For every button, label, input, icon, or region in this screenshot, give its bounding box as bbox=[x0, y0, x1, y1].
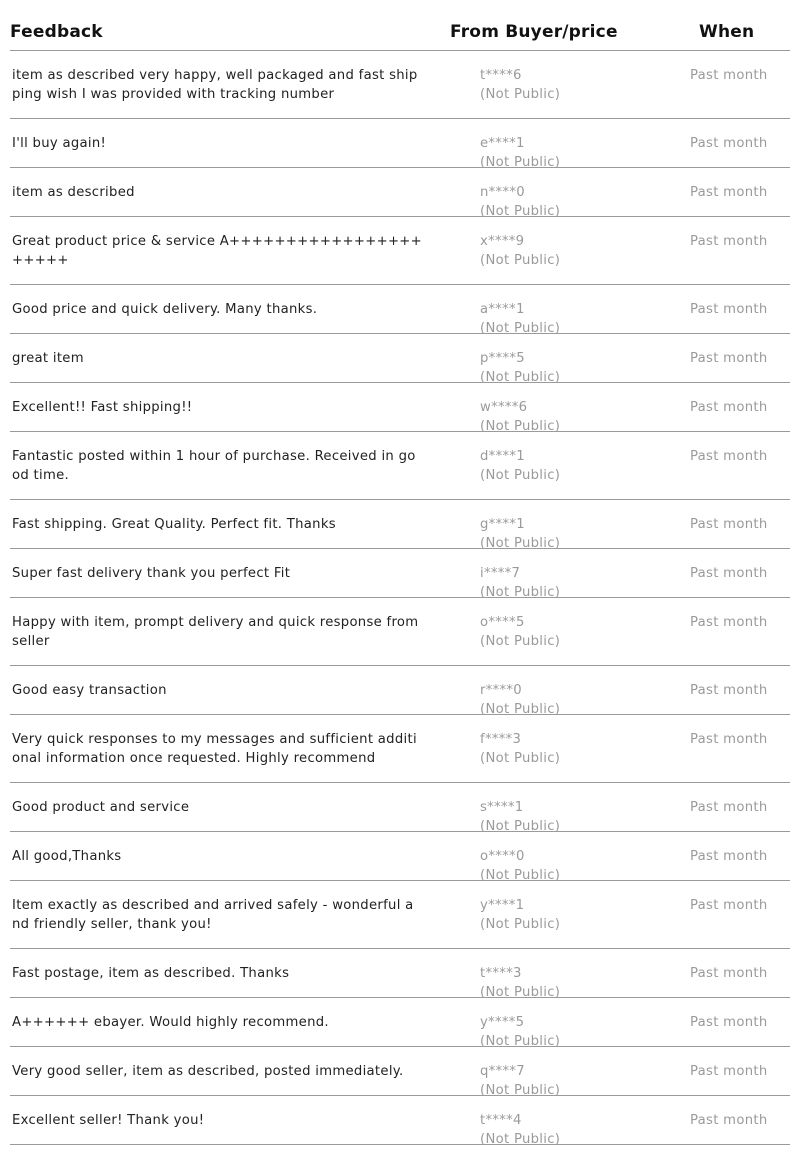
feedback-text: Good easy transaction bbox=[12, 683, 167, 698]
table-row bbox=[10, 666, 790, 715]
table-row bbox=[10, 383, 790, 432]
feedback-date: Past month bbox=[690, 400, 768, 415]
table-row bbox=[10, 998, 790, 1047]
table-row bbox=[10, 715, 790, 783]
buyer-id: w****6 bbox=[480, 400, 528, 415]
buyer-cell bbox=[480, 349, 600, 387]
buyer-privacy-note: (Not Public) bbox=[480, 419, 561, 434]
table-row bbox=[10, 168, 790, 217]
feedback-date: Past month bbox=[690, 136, 768, 151]
buyer-cell bbox=[480, 183, 600, 221]
buyer-id: q****7 bbox=[480, 1064, 525, 1079]
buyer-privacy-note: (Not Public) bbox=[480, 868, 561, 883]
buyer-id: t****4 bbox=[480, 1113, 522, 1128]
buyer-cell bbox=[480, 730, 600, 768]
table-row bbox=[10, 949, 790, 998]
buyer-cell bbox=[480, 681, 600, 719]
feedback-text: Fast shipping. Great Quality. Perfect fit. Thanks bbox=[12, 517, 336, 532]
feedback-text: I'll buy again! bbox=[12, 136, 107, 151]
feedback-date: Past month bbox=[690, 68, 768, 83]
buyer-cell bbox=[480, 134, 600, 172]
table-row bbox=[10, 1096, 790, 1145]
buyer-id: y****1 bbox=[480, 898, 525, 913]
feedback-text: Good price and quick delivery. Many thanks. bbox=[12, 302, 318, 317]
feedback-text: Happy with item, prompt delivery and quick response from seller bbox=[12, 615, 419, 649]
feedback-date: Past month bbox=[690, 566, 768, 581]
feedback-date: Past month bbox=[690, 351, 768, 366]
buyer-privacy-note: (Not Public) bbox=[480, 751, 561, 766]
buyer-id: e****1 bbox=[480, 136, 525, 151]
feedback-text: All good,Thanks bbox=[12, 849, 122, 864]
buyer-privacy-note: (Not Public) bbox=[480, 87, 561, 102]
buyer-id: o****0 bbox=[480, 849, 525, 864]
buyer-cell bbox=[480, 66, 600, 104]
buyer-id: t****6 bbox=[480, 68, 522, 83]
buyer-id: o****5 bbox=[480, 615, 525, 630]
feedback-table bbox=[10, 0, 790, 1145]
buyer-id: x****9 bbox=[480, 234, 525, 249]
feedback-text: item as described very happy, well packaged and fast shipping wish I was provided with tracking number bbox=[12, 68, 418, 102]
buyer-cell bbox=[480, 398, 600, 436]
table-row bbox=[10, 783, 790, 832]
feedback-date: Past month bbox=[690, 732, 768, 747]
buyer-id: s****1 bbox=[480, 800, 524, 815]
buyer-id: i****7 bbox=[480, 566, 521, 581]
table-row bbox=[10, 549, 790, 598]
buyer-privacy-note: (Not Public) bbox=[480, 536, 561, 551]
feedback-text: Excellent!! Fast shipping!! bbox=[12, 400, 193, 415]
feedback-text: Great product price & service A++++++++++++++++++++++ bbox=[12, 234, 423, 268]
table-header bbox=[10, 0, 790, 51]
feedback-date: Past month bbox=[690, 1015, 768, 1030]
table-row bbox=[10, 51, 790, 119]
buyer-privacy-note: (Not Public) bbox=[480, 985, 561, 1000]
buyer-cell bbox=[480, 300, 600, 338]
buyer-cell bbox=[480, 613, 600, 651]
feedback-date: Past month bbox=[690, 615, 768, 630]
feedback-date: Past month bbox=[690, 1113, 768, 1128]
feedback-text: Good product and service bbox=[12, 800, 190, 815]
buyer-cell bbox=[480, 447, 600, 485]
feedback-text: Very good seller, item as described, posted immediately. bbox=[12, 1064, 404, 1079]
table-row bbox=[10, 285, 790, 334]
buyer-cell bbox=[480, 232, 600, 270]
feedback-text: Super fast delivery thank you perfect Fit bbox=[12, 566, 291, 581]
buyer-privacy-note: (Not Public) bbox=[480, 1083, 561, 1098]
buyer-privacy-note: (Not Public) bbox=[480, 1034, 561, 1049]
feedback-date: Past month bbox=[690, 185, 768, 200]
buyer-cell bbox=[480, 896, 600, 934]
buyer-cell bbox=[480, 1013, 600, 1051]
column-header-when: When bbox=[699, 22, 755, 42]
column-header-feedback: Feedback bbox=[10, 22, 103, 42]
table-row bbox=[10, 1047, 790, 1096]
buyer-id: g****1 bbox=[480, 517, 525, 532]
table-row bbox=[10, 832, 790, 881]
buyer-privacy-note: (Not Public) bbox=[480, 819, 561, 834]
table-row bbox=[10, 500, 790, 549]
buyer-id: n****0 bbox=[480, 185, 525, 200]
feedback-date: Past month bbox=[690, 517, 768, 532]
table-row bbox=[10, 334, 790, 383]
buyer-cell bbox=[480, 1062, 600, 1100]
buyer-id: y****5 bbox=[480, 1015, 525, 1030]
feedback-text: Very quick responses to my messages and sufficient additional information once requested. Highly recommend bbox=[12, 732, 417, 766]
buyer-id: p****5 bbox=[480, 351, 525, 366]
buyer-privacy-note: (Not Public) bbox=[480, 468, 561, 483]
buyer-cell bbox=[480, 515, 600, 553]
table-row bbox=[10, 432, 790, 500]
feedback-date: Past month bbox=[690, 898, 768, 913]
buyer-id: a****1 bbox=[480, 302, 525, 317]
feedback-text: great item bbox=[12, 351, 84, 366]
feedback-date: Past month bbox=[690, 302, 768, 317]
buyer-cell bbox=[480, 564, 600, 602]
buyer-privacy-note: (Not Public) bbox=[480, 370, 561, 385]
buyer-id: f****3 bbox=[480, 732, 522, 747]
buyer-privacy-note: (Not Public) bbox=[480, 155, 561, 170]
feedback-date: Past month bbox=[690, 966, 768, 981]
buyer-id: d****1 bbox=[480, 449, 525, 464]
table-row bbox=[10, 881, 790, 949]
feedback-text: item as described bbox=[12, 185, 135, 200]
feedback-text: Item exactly as described and arrived safely - wonderful and friendly seller, thank you! bbox=[12, 898, 414, 932]
buyer-cell bbox=[480, 964, 600, 1002]
feedback-date: Past month bbox=[690, 800, 768, 815]
buyer-privacy-note: (Not Public) bbox=[480, 1132, 561, 1147]
feedback-date: Past month bbox=[690, 449, 768, 464]
column-header-buyer: From Buyer/price bbox=[450, 22, 618, 42]
buyer-cell bbox=[480, 847, 600, 885]
feedback-rows bbox=[10, 51, 790, 1145]
buyer-cell bbox=[480, 1111, 600, 1149]
buyer-privacy-note: (Not Public) bbox=[480, 585, 561, 600]
feedback-date: Past month bbox=[690, 234, 768, 249]
table-row bbox=[10, 119, 790, 168]
buyer-privacy-note: (Not Public) bbox=[480, 634, 561, 649]
buyer-privacy-note: (Not Public) bbox=[480, 204, 561, 219]
feedback-date: Past month bbox=[690, 1064, 768, 1079]
feedback-text: Excellent seller! Thank you! bbox=[12, 1113, 205, 1128]
feedback-date: Past month bbox=[690, 683, 768, 698]
buyer-id: r****0 bbox=[480, 683, 522, 698]
feedback-date: Past month bbox=[690, 849, 768, 864]
feedback-text: A++++++ ebayer. Would highly recommend. bbox=[12, 1015, 329, 1030]
table-row bbox=[10, 598, 790, 666]
buyer-privacy-note: (Not Public) bbox=[480, 321, 561, 336]
buyer-privacy-note: (Not Public) bbox=[480, 253, 561, 268]
table-row bbox=[10, 217, 790, 285]
buyer-privacy-note: (Not Public) bbox=[480, 702, 561, 717]
buyer-privacy-note: (Not Public) bbox=[480, 917, 561, 932]
buyer-id: t****3 bbox=[480, 966, 522, 981]
buyer-cell bbox=[480, 798, 600, 836]
feedback-text: Fast postage, item as described. Thanks bbox=[12, 966, 290, 981]
feedback-text: Fantastic posted within 1 hour of purchase. Received in good time. bbox=[12, 449, 416, 483]
